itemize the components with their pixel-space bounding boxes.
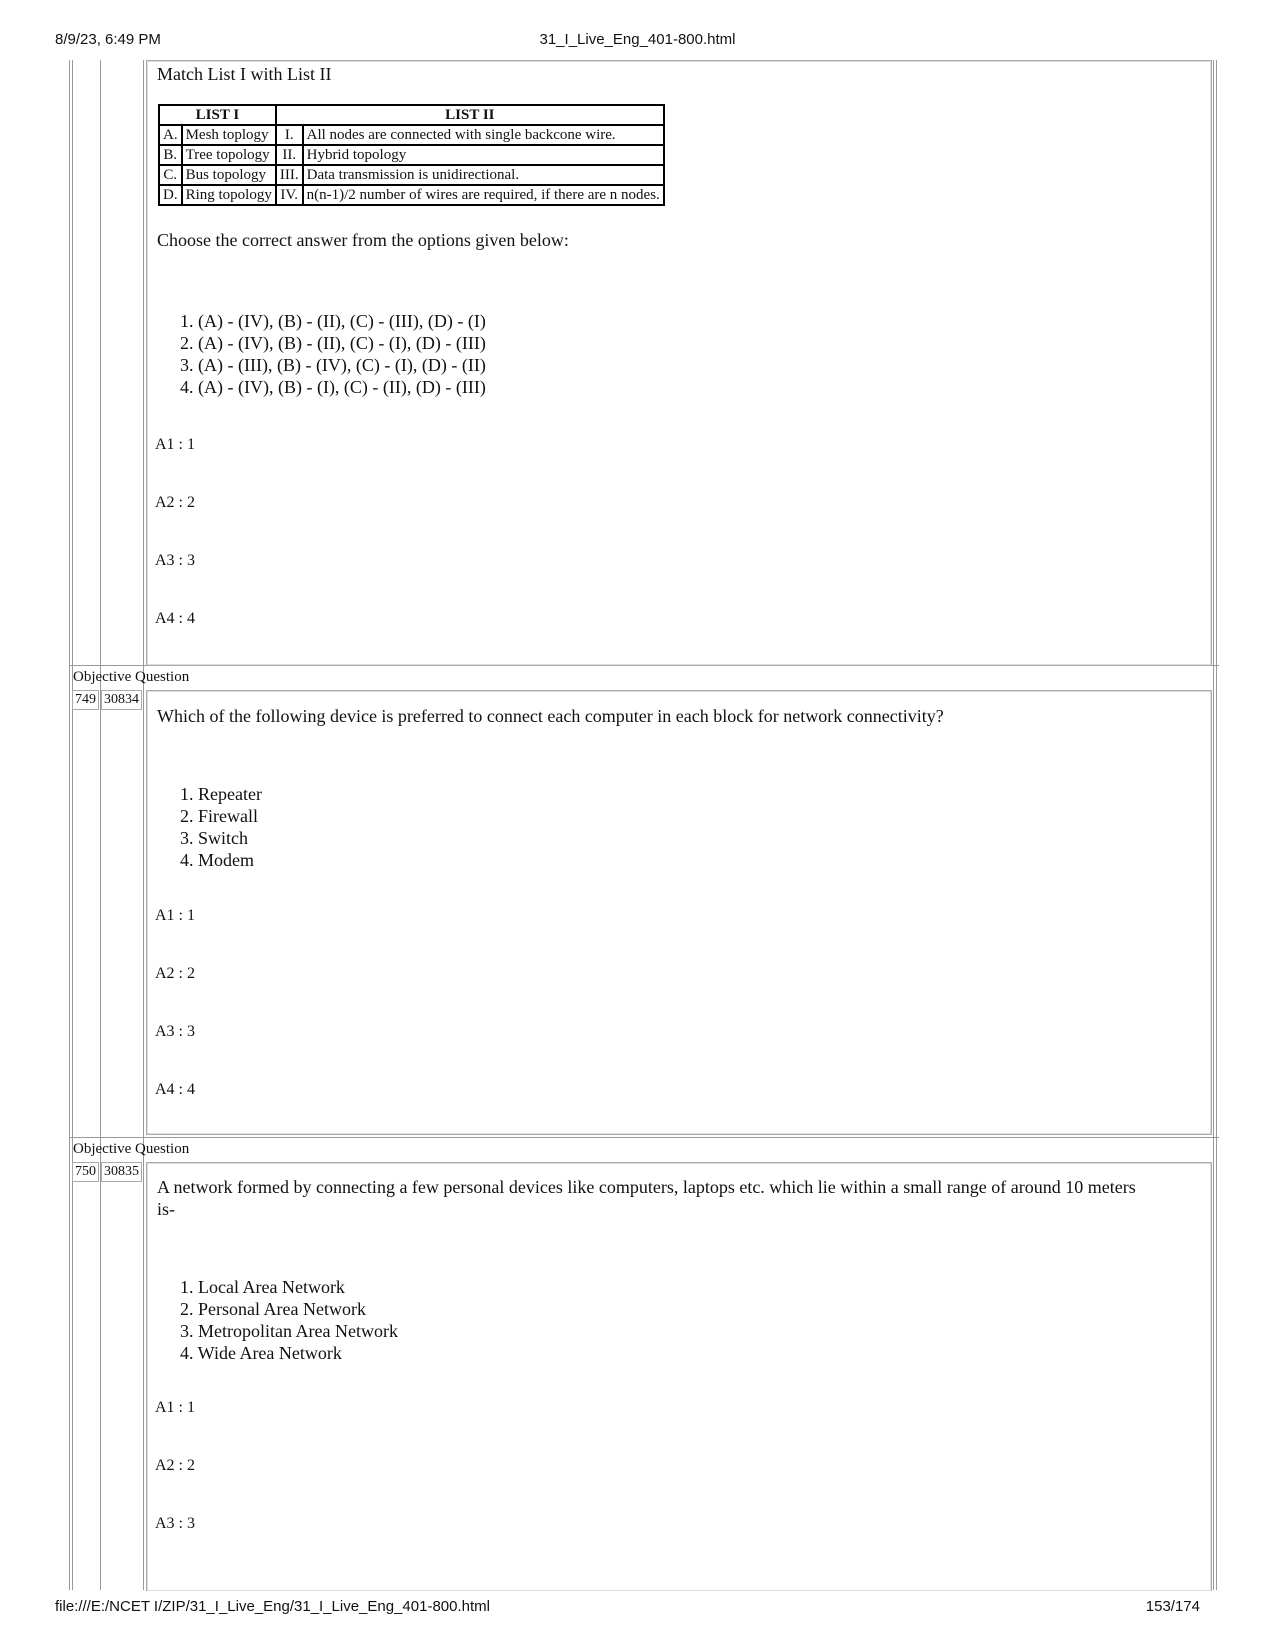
q749-answer-1: A1 : 1 (155, 907, 195, 924)
option-3: 3. Metropolitan Area Network (180, 1321, 398, 1341)
q750-answer-1: A1 : 1 (155, 1399, 195, 1416)
table-row: B. Tree topology II. Hybrid topology (159, 145, 664, 165)
q749-prompt: Which of the following device is preferred to connect each computer in each block for network connectivity? (157, 706, 944, 726)
q748-options (180, 310, 486, 398)
print-filename: 31_I_Live_Eng_401-800.html (539, 31, 736, 48)
q748-answer-3: A3 : 3 (155, 552, 195, 569)
q748-choose-text: Choose the correct answer from the options given below: (157, 230, 569, 250)
option-1: 1. (A) - (IV), (B) - (II), (C) - (III), (D) - (I) (180, 311, 486, 331)
q750-prompt-line2: is- (157, 1199, 175, 1219)
q750-type-label: Objective Question (73, 1141, 190, 1157)
option-1: 1. Repeater (180, 784, 262, 804)
frame-line-left-inner (72, 60, 73, 1590)
option-2: 2. Personal Area Network (180, 1299, 366, 1319)
option-2: 2. (A) - (IV), (B) - (II), (C) - (I), (D) - (III) (180, 333, 486, 353)
q748-answer-4: A4 : 4 (155, 610, 195, 627)
q750-answer-3: A3 : 3 (155, 1515, 195, 1532)
page-number: 153/174 (1145, 1598, 1200, 1615)
q748-answer-2: A2 : 2 (155, 494, 195, 511)
table-row: A. Mesh toplogy I. All nodes are connected with single backcone wire. (159, 125, 664, 145)
question-749-box (146, 690, 1212, 1135)
frame-line-left (69, 60, 70, 1590)
q750-id: 30835 (101, 1162, 142, 1182)
print-datetime: 8/9/23, 6:49 PM (55, 31, 161, 48)
q749-options (180, 783, 262, 871)
list-i-header: LIST I (159, 105, 276, 125)
q749-answer-3: A3 : 3 (155, 1023, 195, 1040)
match-table (158, 104, 665, 206)
frame-line-row2 (69, 1137, 1219, 1138)
option-4: 4. Wide Area Network (180, 1343, 342, 1363)
table-row: D. Ring topology IV. n(n-1)/2 number of wires are required, if there are n nodes. (159, 185, 664, 205)
table-row: C. Bus topology III. Data transmission is unidirectional. (159, 165, 664, 185)
option-3: 3. Switch (180, 828, 249, 848)
q749-type-label: Objective Question (73, 669, 190, 685)
q750-prompt-line1: A network formed by connecting a few personal devices like computers, laptops etc. which lie within a small range of around 10 meters (157, 1177, 1136, 1197)
frame-line-right-outer (1216, 60, 1217, 1590)
q748-answer-1: A1 : 1 (155, 436, 195, 453)
question-750-box (146, 1162, 1212, 1591)
option-3: 3. (A) - (III), (B) - (IV), (C) - (I), (D) - (II) (180, 355, 486, 375)
q750-answer-2: A2 : 2 (155, 1457, 195, 1474)
option-4: 4. (A) - (IV), (B) - (I), (C) - (II), (D) - (III) (180, 377, 486, 397)
frame-line-num (100, 60, 101, 1590)
frame-line-right (1213, 60, 1214, 1590)
print-file-path: file:///E:/NCET I/ZIP/31_I_Live_Eng/31_I_Live_Eng_401-800.html (55, 1598, 490, 1615)
q749-number: 749 (72, 690, 99, 710)
option-4: 4. Modem (180, 850, 254, 870)
q749-answer-4: A4 : 4 (155, 1081, 195, 1098)
q749-answer-2: A2 : 2 (155, 965, 195, 982)
option-2: 2. Firewall (180, 806, 258, 826)
frame-line-id (143, 60, 144, 1590)
list-ii-header: LIST II (276, 105, 664, 125)
q748-prompt: Match List I with List II (157, 64, 332, 84)
q749-id: 30834 (101, 690, 142, 710)
q750-options (180, 1276, 398, 1364)
q750-number: 750 (72, 1162, 99, 1182)
option-1: 1. Local Area Network (180, 1277, 345, 1297)
